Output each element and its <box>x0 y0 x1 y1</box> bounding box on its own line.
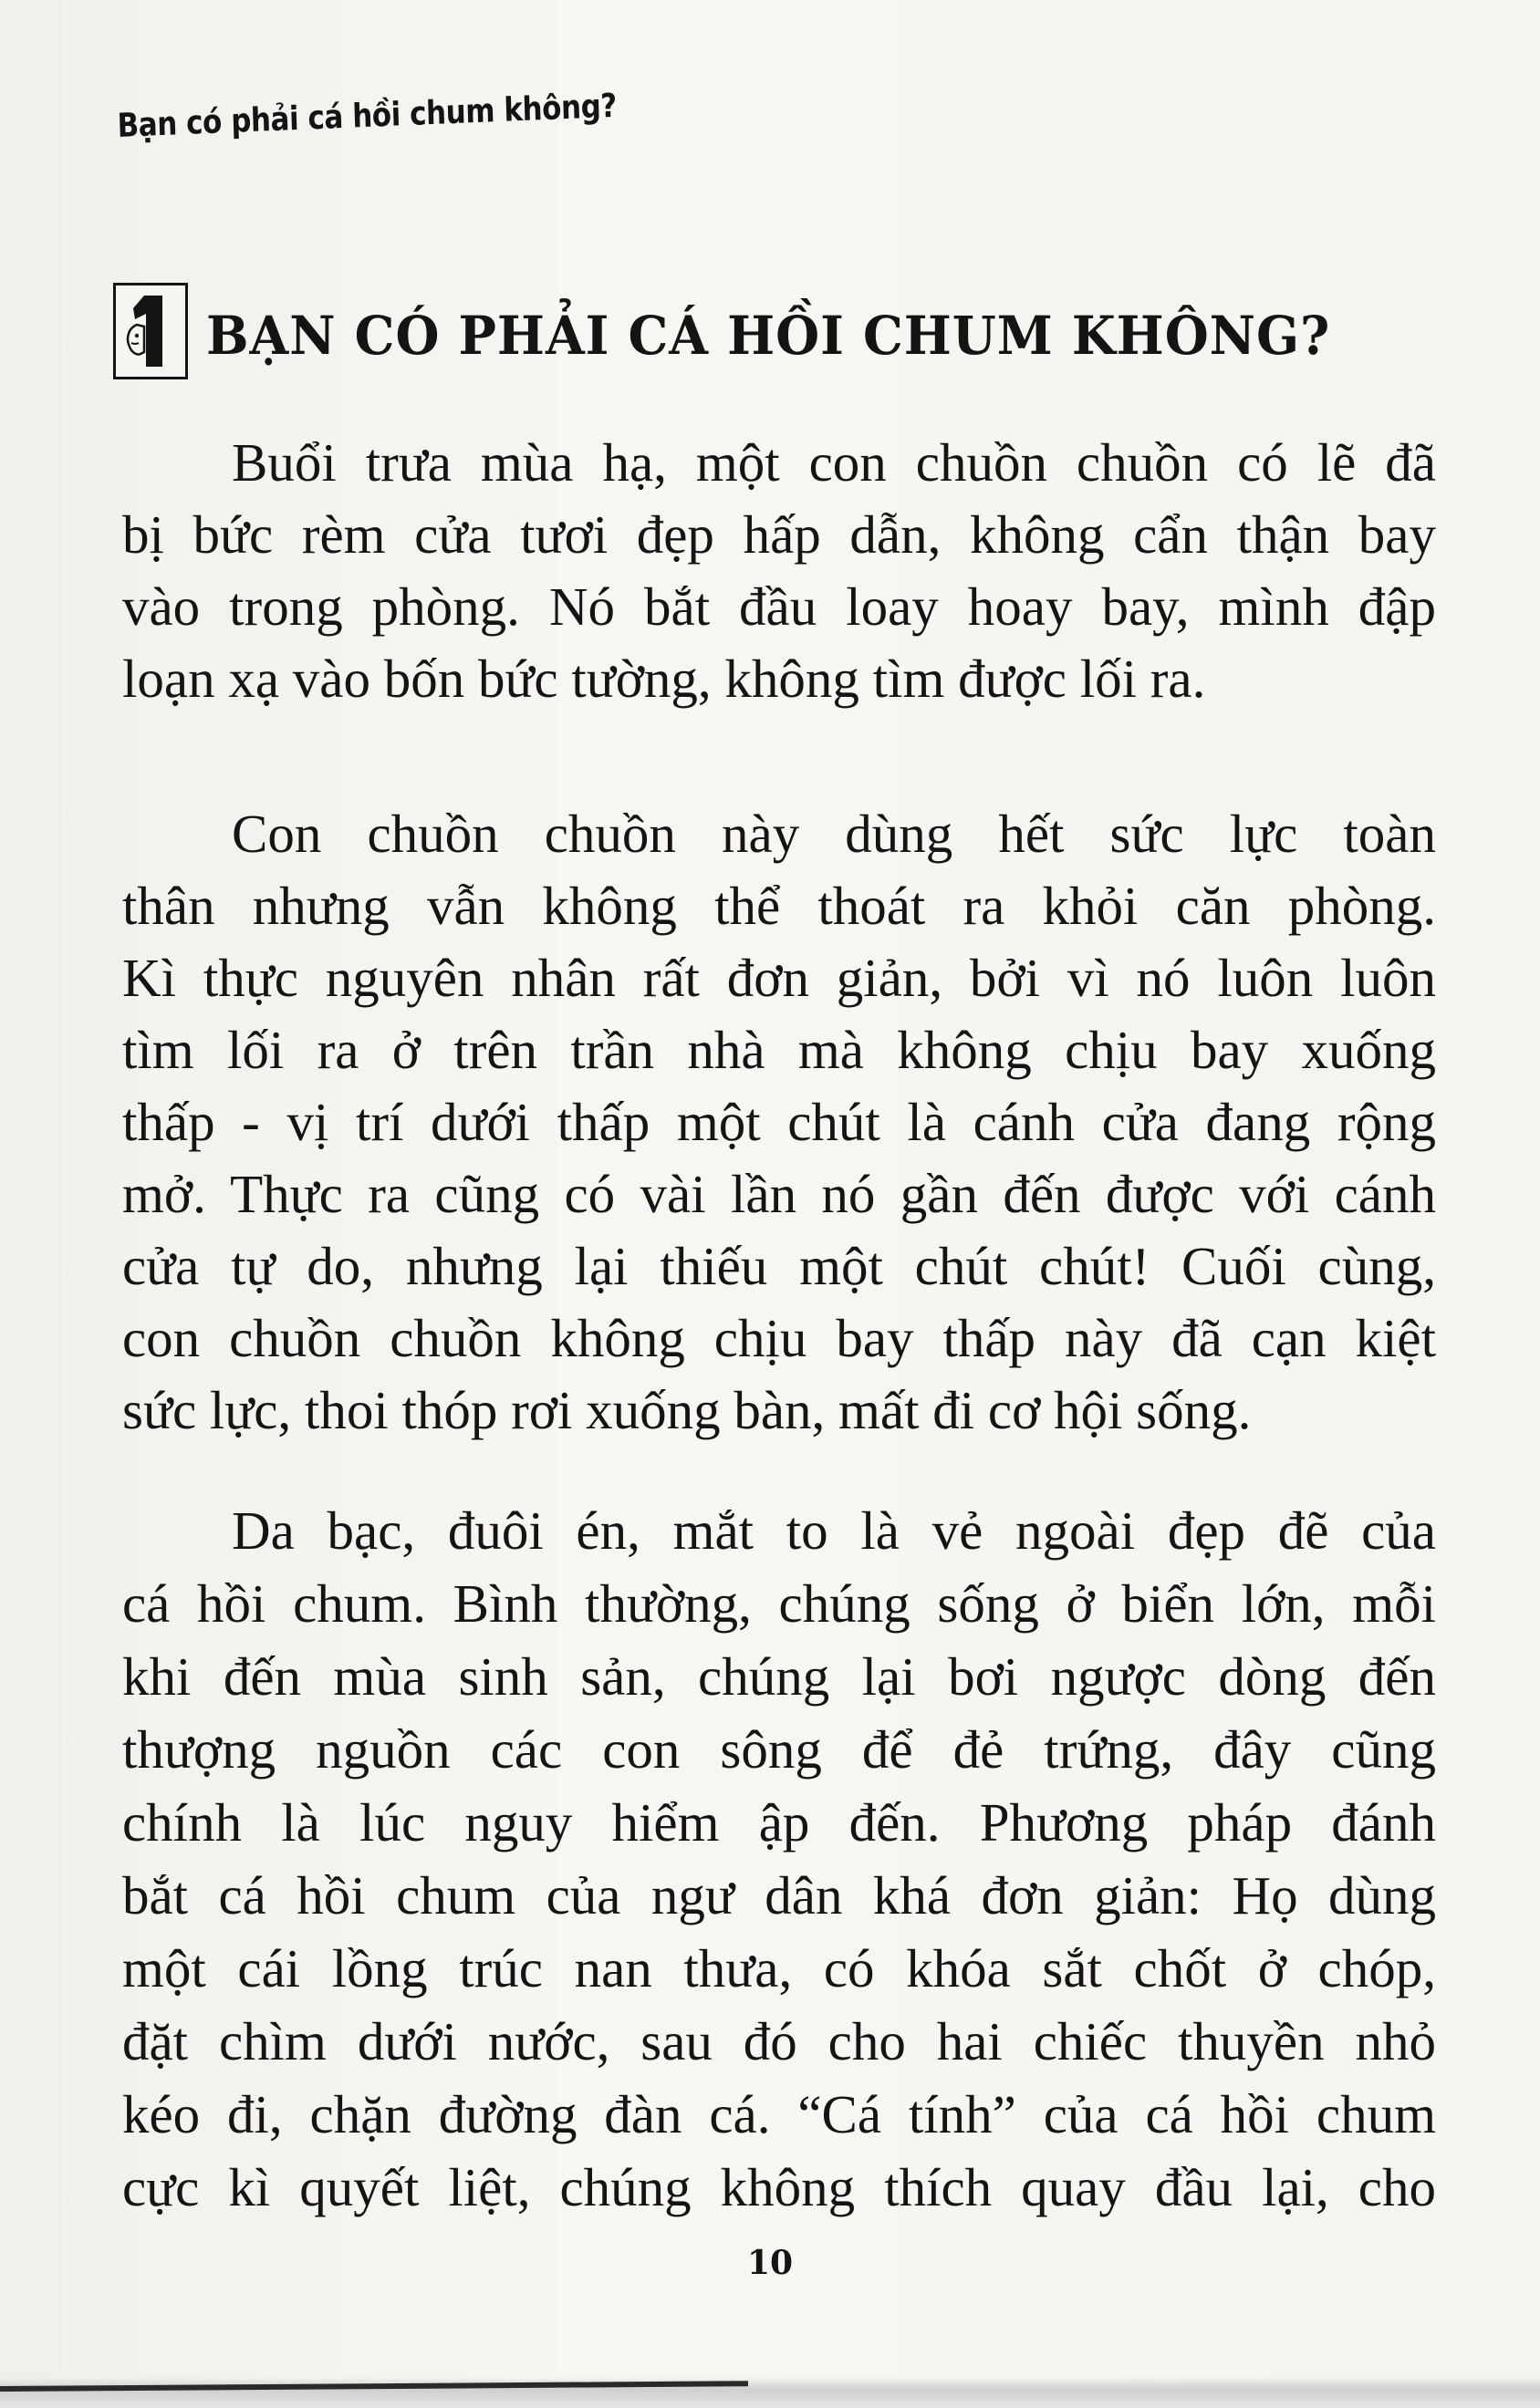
text-line: Kì thực nguyên nhân rất đơn giản, bởi vì nó luôn luôn <box>122 948 1436 1008</box>
chapter-number-badge-icon <box>113 283 188 379</box>
text-line: sức lực, thoi thóp rơi xuống bàn, mất đi cơ hội sống. <box>122 1380 1252 1440</box>
page-number: 10 <box>746 2244 794 2282</box>
text-line: cực kì quyết liệt, chúng không thích quay đầu lại, cho <box>122 2157 1436 2217</box>
text-line: Buổi trưa mùa hạ, một con chuồn chuồn có lẽ đã <box>232 432 1436 493</box>
text-line: thân nhưng vẫn không thể thoát ra khỏi căn phòng. <box>122 876 1436 936</box>
text-line: chính là lúc nguy hiểm ập đến. Phương pháp đánh <box>122 1792 1436 1853</box>
text-line: bị bức rèm cửa tươi đẹp hấp dẫn, không cẩn thận bay <box>122 504 1436 565</box>
text-line: khi đến mùa sinh sản, chúng lại bơi ngược dòng đến <box>122 1646 1436 1707</box>
chapter-heading <box>113 283 1389 379</box>
chapter-title: BẠN CÓ PHẢI CÁ HỒI CHUM KHÔNG? <box>206 305 1331 367</box>
text-line: bắt cá hồi chum của ngư dân khá đơn giản: Họ dùng <box>122 1865 1436 1925</box>
text-line: cửa tự do, nhưng lại thiếu một chút chút! Cuối cùng, <box>122 1236 1436 1296</box>
text-line: một cái lồng trúc nan thưa, có khóa sắt chốt ở chóp, <box>122 1938 1436 1998</box>
paragraph-2 <box>122 798 1436 1447</box>
text-line: đặt chìm dưới nước, sau đó cho hai chiếc thuyền nhỏ <box>122 2011 1436 2071</box>
text-line: loạn xạ vào bốn bức tường, không tìm được lối ra. <box>122 649 1206 709</box>
text-line: mở. Thực ra cũng có vài lần nó gần đến được với cánh <box>122 1164 1436 1224</box>
text-line: vào trong phòng. Nó bắt đầu loay hoay bay, mình đập <box>122 576 1436 637</box>
running-header: Bạn có phải cá hồi chum không? <box>117 87 618 145</box>
text-line: thấp - vị trí dưới thấp một chút là cánh cửa đang rộng <box>122 1092 1436 1152</box>
text-line: thượng nguồn các con sông để đẻ trứng, đây cũng <box>122 1719 1436 1780</box>
text-line: kéo đi, chặn đường đàn cá. “Cá tính” của cá hồi chum <box>122 2084 1436 2144</box>
text-line: cá hồi chum. Bình thường, chúng sống ở biển lớn, mỗi <box>122 1573 1436 1634</box>
paragraph-3 <box>122 1494 1436 2224</box>
text-line: Da bạc, đuôi én, mắt to là vẻ ngoài đẹp đẽ của <box>232 1500 1436 1561</box>
text-line: Con chuồn chuồn này dùng hết sức lực toàn <box>232 804 1436 864</box>
text-line: tìm lối ra ở trên trần nhà mà không chịu bay xuống <box>122 1020 1436 1080</box>
text-line: con chuồn chuồn không chịu bay thấp này đã cạn kiệt <box>122 1308 1436 1368</box>
paragraph-1 <box>122 427 1436 715</box>
page-bottom-shadow <box>0 2377 1540 2408</box>
